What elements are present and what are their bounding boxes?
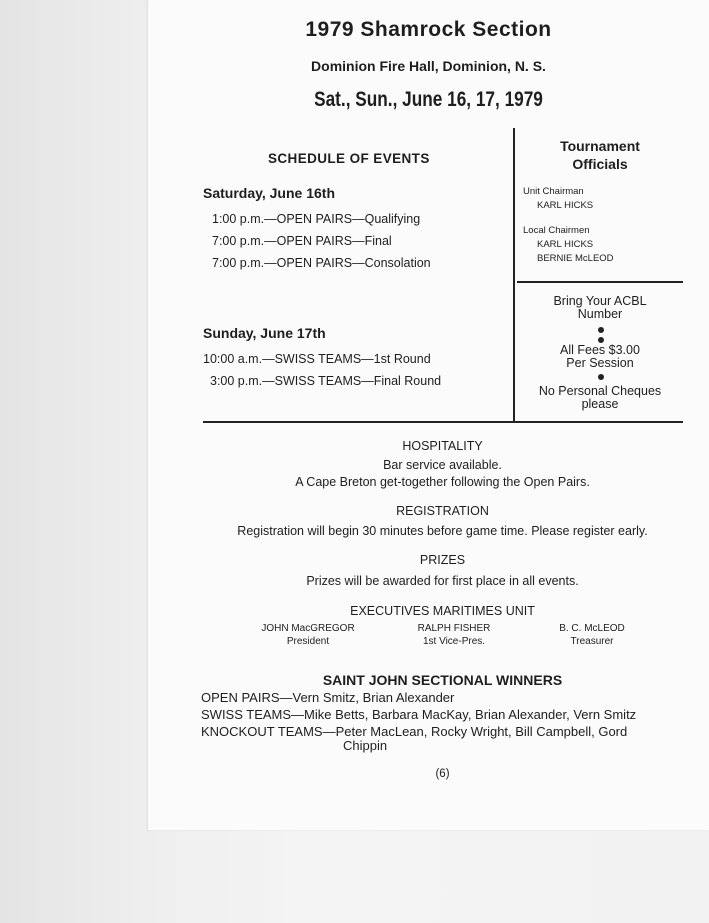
acbl-line1: Bring Your ACBL (553, 294, 647, 308)
bullet-icon (598, 374, 604, 380)
venue-line: Dominion Fire Hall, Dominion, N. S. (311, 58, 546, 74)
executive-member (396, 623, 512, 647)
fees-note (517, 344, 683, 370)
acbl-note (517, 295, 683, 321)
winners-heading: SAINT JOHN SECTIONAL WINNERS (322, 672, 563, 688)
page-title: 1979 Shamrock Section (305, 18, 552, 41)
officials-heading-line1: Tournament (560, 138, 640, 154)
event-row (212, 212, 420, 226)
page-number: (6) (435, 768, 450, 780)
event-time: 10:00 a.m. (203, 352, 263, 366)
unit-chairman-name: KARL HICKS (537, 200, 594, 211)
local-chairmen-label: Local Chairmen (523, 225, 590, 236)
executives-heading: EXECUTIVES MARITIMES UNIT (350, 604, 535, 618)
bullet-icon (598, 327, 604, 333)
event-row (212, 256, 431, 270)
dates-line: Sat., Sun., June 16, 17, 1979 (314, 88, 543, 111)
cheques-note (517, 385, 683, 411)
local-chairman-name: KARL HICKS (537, 239, 594, 250)
event-row (212, 234, 392, 248)
winner-swiss-teams: SWISS TEAMS—Mike Betts, Barbara MacKay, Brian Alexander, Vern Smitz (201, 707, 637, 722)
document-page (148, 0, 709, 830)
registration-text: Registration will begin 30 minutes before game time. Please register early. (237, 524, 648, 538)
hospitality-line2: A Cape Breton get-together following the Open Pairs. (295, 475, 590, 489)
event-text: —OPEN PAIRS—Qualifying (264, 212, 421, 226)
prizes-text: Prizes will be awarded for first place in all events. (306, 574, 579, 588)
local-chairman-name: BERNIE McLEOD (537, 253, 614, 264)
fees-line2: Per Session (566, 356, 634, 370)
executive-name: JOHN MacGREGOR (261, 623, 355, 634)
hospitality-heading: HOSPITALITY (402, 439, 483, 453)
officials-divider (517, 281, 683, 283)
event-time: 7:00 p.m. (212, 234, 265, 248)
executive-name: RALPH FISHER (417, 623, 491, 634)
acbl-line2: Number (577, 307, 623, 321)
event-text: —SWISS TEAMS—1st Round (262, 352, 431, 366)
executive-name: B. C. McLEOD (559, 623, 625, 634)
executive-member (540, 623, 644, 647)
executive-role: 1st Vice-Pres. (422, 636, 486, 647)
officials-heading-line2: Officials (572, 156, 628, 172)
executive-role: President (286, 636, 330, 647)
event-text: —SWISS TEAMS—Final Round (262, 374, 442, 388)
event-text: —OPEN PAIRS—Consolation (264, 256, 431, 270)
event-time: 1:00 p.m. (212, 212, 265, 226)
event-time: 7:00 p.m. (212, 256, 265, 270)
winner-open-pairs: OPEN PAIRS—Vern Smitz, Brian Alexander (201, 690, 455, 705)
column-divider (513, 128, 515, 421)
section-divider (203, 421, 683, 423)
executive-role: Treasurer (570, 636, 614, 647)
executive-member (246, 623, 370, 647)
schedule-heading: SCHEDULE OF EVENTS (268, 151, 430, 166)
registration-heading: REGISTRATION (396, 504, 489, 518)
event-text: —OPEN PAIRS—Final (264, 234, 392, 248)
event-row (203, 352, 431, 366)
unit-chairman-label: Unit Chairman (523, 186, 584, 197)
day-label-saturday: Saturday, June 16th (203, 185, 336, 201)
prizes-heading: PRIZES (419, 553, 466, 567)
fees-line1: All Fees $3.00 (560, 343, 640, 357)
winner-knockout-teams-cont: Chippin (343, 738, 388, 753)
hospitality-line1: Bar service available. (383, 458, 502, 472)
cheques-line2: please (581, 397, 619, 411)
event-row (210, 374, 441, 388)
cheques-line1: No Personal Cheques (538, 384, 662, 398)
winner-knockout-teams: KNOCKOUT TEAMS—Peter MacLean, Rocky Wright, Bill Campbell, Gord (201, 724, 628, 739)
event-time: 3:00 p.m. (210, 374, 263, 388)
day-label-sunday: Sunday, June 17th (203, 325, 326, 341)
officials-heading (517, 137, 683, 173)
